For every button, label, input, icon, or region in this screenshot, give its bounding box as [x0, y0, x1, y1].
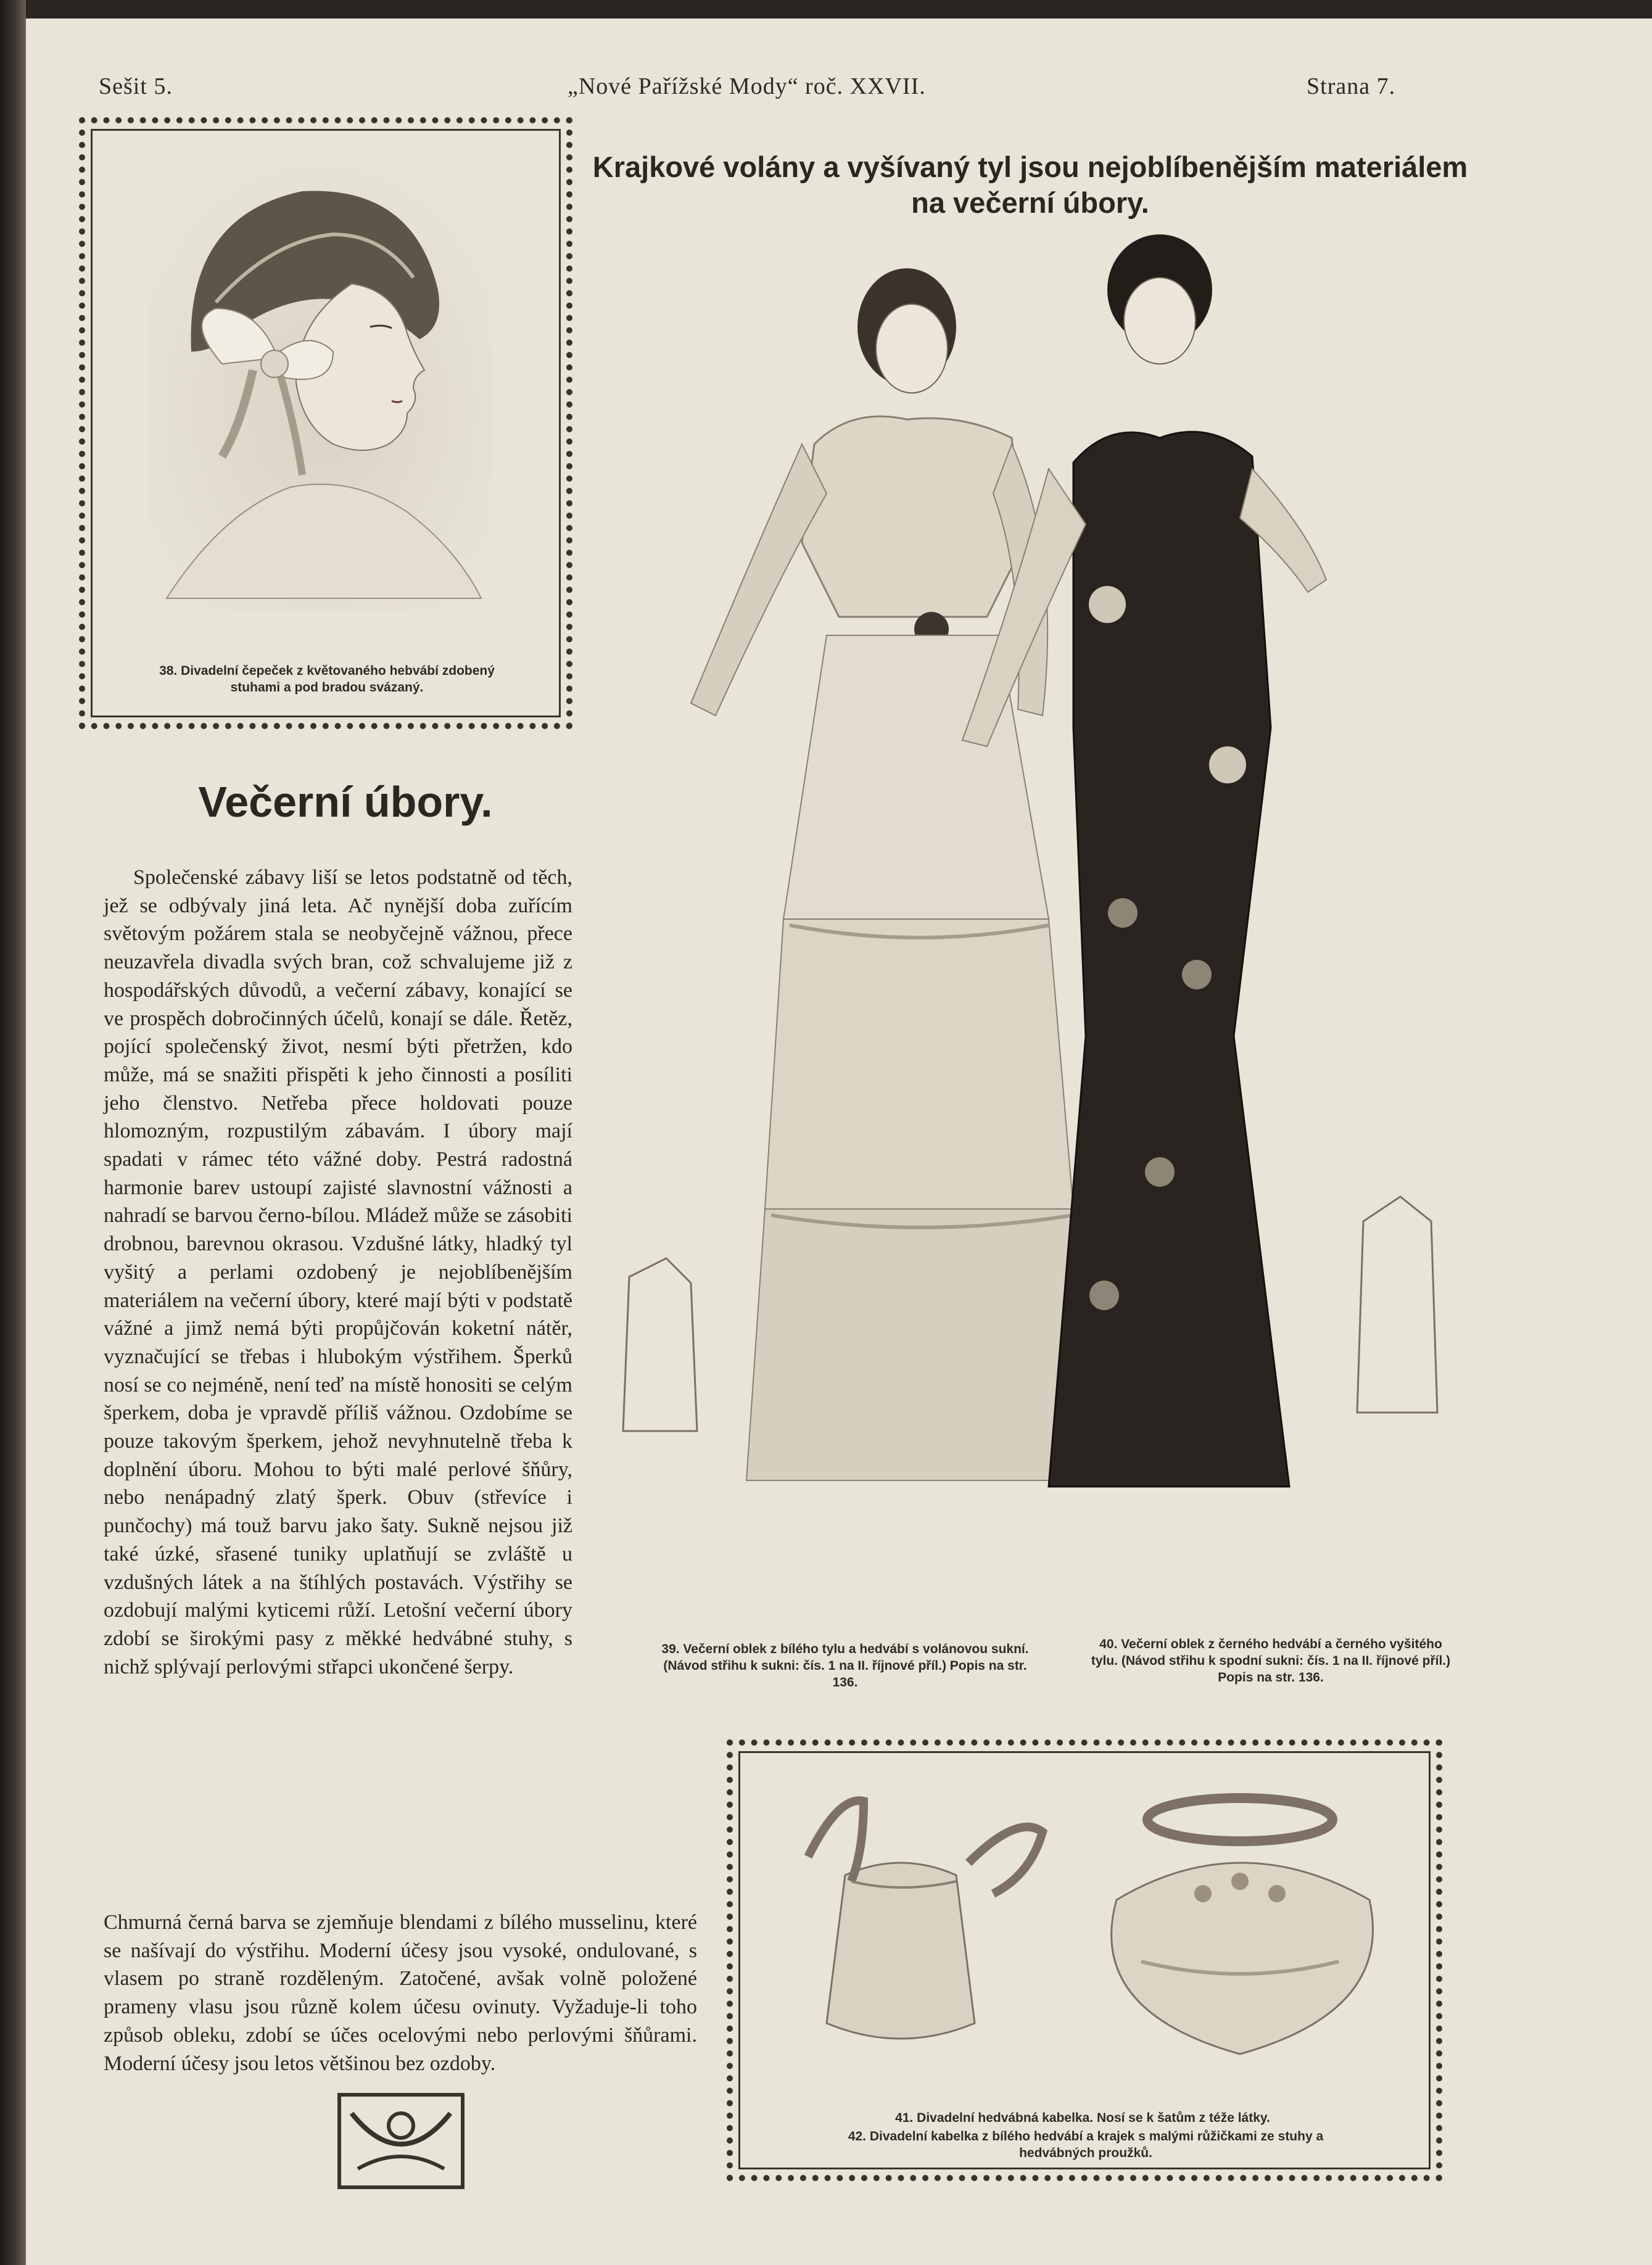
lace-handbag	[1112, 1798, 1373, 2054]
bonnet-portrait-illustration	[148, 167, 494, 611]
article-title: Večerní úbory.	[198, 778, 493, 826]
magazine-title: „Nové Pařížské Mody“ roč. XXVII.	[568, 73, 926, 99]
white-dress-figure	[691, 268, 1092, 1480]
figure-41-caption: 41. Divadelní hedvábná kabelka. Nosí se k šatům z téže látky.	[895, 2111, 1270, 2125]
figure-40-caption: 40. Večerní oblek z černého hedvábí a černého vyšitého tylu. (Návod střihu k spodní sukni: čís. 1 na II. říjnové příl.) Popis na str. 136.	[1091, 1637, 1451, 1685]
article-paragraph: Společenské zábavy liší se letos podstatně od těch, jež se odbývaly jiná leta. Ač nynější doba zuřícím světovým požárem stala se neobyčejně vážnou, přece neuzavřela divadla svých bran, což schvalujeme již z hospodářských důvodů, a večerní zábavy, konající se ve prospěch dobročinných účelů, konají se dále. Řetěz, pojící společenský život, nesmí býti přetržen, kdo může, má se snažiti přispěti k jeho činnosti a posíliti jeho členstvo. Netřeba přece holdovati pouze hlomozným, rozpustilým zábavám. I úbory mají spadati v rámec této vážné doby. Pestrá radostná harmonie barev ustoupí zajisté slavnostní vážnosti a nahradí se barvou černo-bílou. Mládež může se zásobiti drobnou, barevnou okrasou. Vzdušné látky, hladký tyl vyšitý a perlami ozdobený je nejoblíbenějším materiálem na večerní úbory, které mají býti v podstatě vážné a jimž nemá býti propůjčován koketní nátěr, vyznačující se třebas i hlubokým výstřihem. Šperků nosí se co nejméně, není teď na místě honositi se celým šperkem, doba je vpravdě příliš vážnou. Ozdobíme se pouze takovým šperkem, jehož nevyhnutelně třeba k doplnění úboru. Mohou to býti malé perlové šňůry, nebo nenápadný zlatý šperk. Obuv (střevíce i punčochy) má touž barvu jako šaty. Sukně nejsou již také úzké, sřasené tuniky uplatňují se zvláště u vzdušných látek a na štíhlých postavách. Výstřihy se ozdobují malými kyticemi růží. Letošní večerní úbory zdobí se širokými pasy z měkké hedvábné stuhy, s nichž splývají perlovými střapci ukončené šerpy.	[104, 866, 572, 1678]
figure-38-caption: 38. Divadelní čepeček z květovaného hebvábí zdobený stuhami a pod bradou svázaný.	[159, 664, 495, 695]
evening-dresses-illustration	[617, 234, 1468, 1622]
page-headline: Krajkové volány a vyšívaný tyl jsou nejoblíbenějším materiálem na večerní úbory.	[592, 151, 1468, 219]
page-number: Strana 7.	[1307, 73, 1396, 99]
theatre-handbags-illustration	[771, 1776, 1406, 2073]
figure-39-caption: 39. Večerní oblek z bílého tylu a hedvábí s volánovou sukní. (Návod střihu k sukni: čís. 1 na II. říjnové příl.) Popis na str. 136.	[661, 1642, 1029, 1689]
decorative-ornament	[333, 2089, 469, 2193]
figure-42-caption: 42. Divadelní kabelka z bílého hedvábí a krajek s malými růžičkami ze stuhy a hedvábných proužků.	[848, 2129, 1324, 2160]
issue-number: Sešit 5.	[99, 73, 173, 99]
article-body-wide	[104, 1908, 697, 2077]
silk-drawstring-bag	[808, 1801, 1043, 2039]
article-body-column	[104, 864, 572, 1681]
book-spine	[0, 0, 26, 2265]
article-paragraph-continued: Chmurná černá barva se zjemňuje blendami z bílého musselinu, které se našívají do výstřihu. Moderní účesy jsou vysoké, ondulované, s vlasem po straně rozděleným. Zatočené, avšak volně položené prameny vlasu jsou různě kolem účesu ovinuty. Vyžaduje-li toho způsob obleku, zdobí se účes ocelovými nebo perlovými šňůrami. Moderní účesy jsou letos většinou bez ozdoby.	[104, 1911, 697, 2075]
